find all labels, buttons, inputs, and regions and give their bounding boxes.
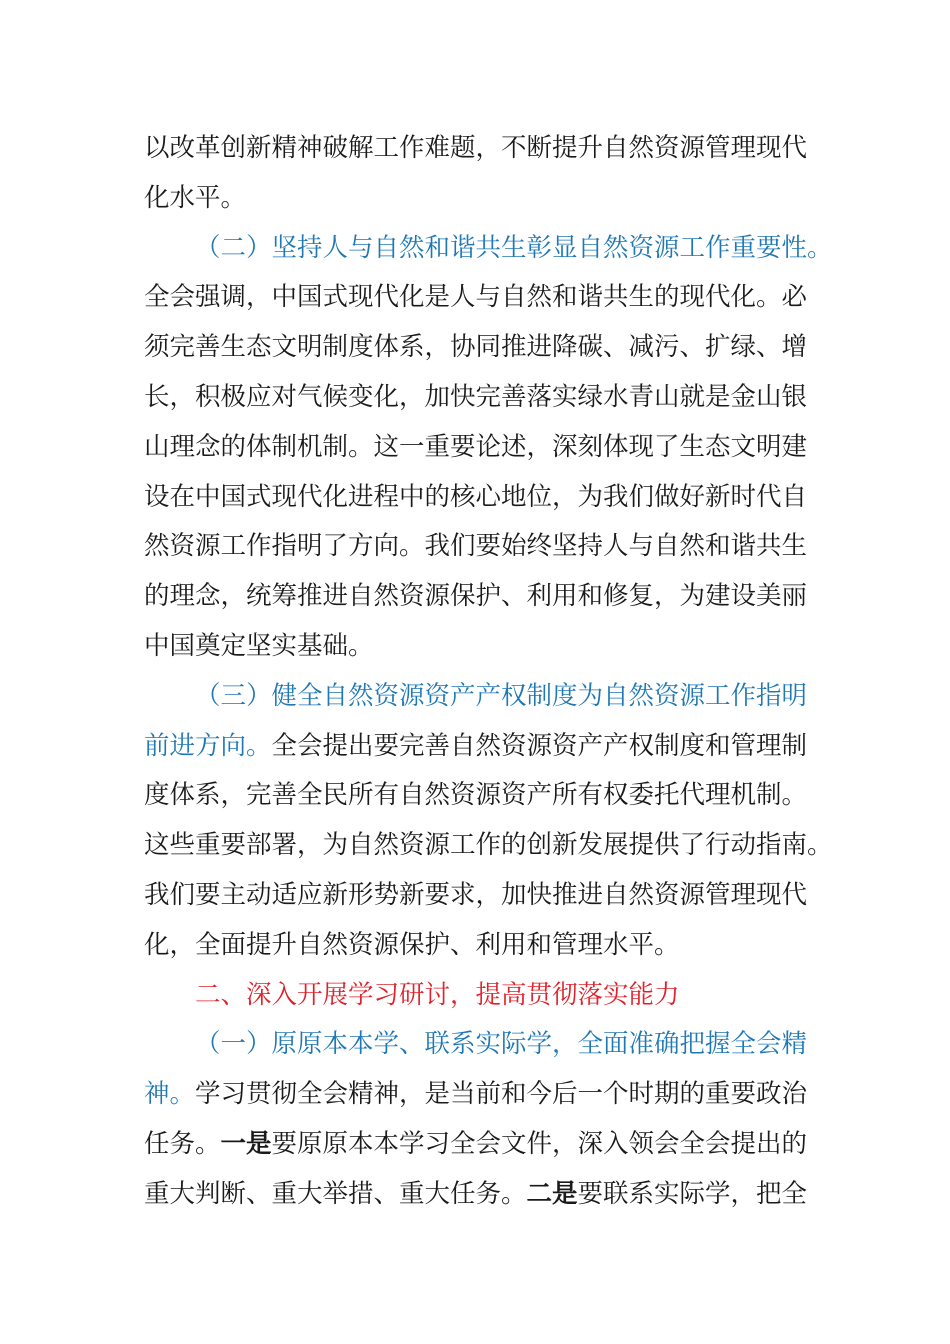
body-text-span: 学习贯彻全会精神，是当前和今后一个时期的重要政治: [195, 1079, 808, 1110]
body-text-span: 重大判断、重大举措、重大任务。: [144, 1178, 527, 1209]
body-text-line: [144, 1070, 806, 1120]
subheading-1-continued: 神。: [144, 1079, 196, 1110]
body-text-line: 山理念的体制机制。这一重要论述，深刻体现了生态文明建: [144, 431, 808, 462]
body-text-span: 要联系实际学，把全: [577, 1178, 808, 1209]
emphasis-text: 一是: [220, 1128, 272, 1159]
body-text-span: 全会提出要完善自然资源资产产权制度和管理制: [271, 730, 808, 761]
body-text-line: 以改革创新精神破解工作难题，不断提升自然资源管理现代: [144, 133, 808, 163]
body-text-line: [144, 1120, 806, 1170]
body-text-line: 须完善生态文明制度体系，协同推进降碳、减污、扩绿、增: [144, 332, 808, 363]
body-text-line: 长，积极应对气候变化，加快完善落实绿水青山就是金山银: [144, 381, 808, 412]
section-heading: 二、深入开展学习研讨，提高贯彻落实能力: [195, 979, 680, 1010]
body-text-line: 全会强调，中国式现代化是人与自然和谐共生的现代化。必: [144, 282, 808, 313]
document-page: [144, 124, 833, 1220]
subheading-3: （三）健全自然资源资产产权制度为自然资源工作指明: [195, 680, 808, 711]
body-text-line: 我们要主动适应新形势新要求，加快推进自然资源管理现代: [144, 879, 808, 910]
body-text-line: [144, 1170, 806, 1220]
body-text-line: 化水平。: [144, 182, 247, 213]
body-text-line: 化，全面提升自然资源保护、利用和管理水平。: [144, 929, 680, 960]
body-text-line: 的理念，统筹推进自然资源保护、利用和修复，为建设美丽: [144, 581, 808, 612]
body-text-span: 任务。: [144, 1128, 221, 1159]
subheading-1: （一）原原本本学、联系实际学，全面准确把握全会精: [195, 1029, 808, 1060]
subheading-2: （二）坚持人与自然和谐共生彰显自然资源工作重要性。: [195, 232, 833, 263]
body-text-line: 这些重要部署，为自然资源工作的创新发展提供了行动指南。: [144, 830, 833, 861]
body-text-line: 设在中国式现代化进程中的核心地位，为我们做好新时代自: [144, 481, 808, 512]
body-text-line: 中国奠定坚实基础。: [144, 630, 374, 661]
body-text-span: 要原原本本学习全会文件，深入领会全会提出的: [271, 1128, 808, 1159]
body-text-line: 度体系，完善全民所有自然资源资产所有权委托代理机制。: [144, 780, 808, 811]
subheading-3-continued: 前进方向。: [144, 730, 272, 761]
emphasis-text: 二是: [526, 1178, 578, 1209]
body-text-line: [144, 722, 806, 772]
body-text-line: 然资源工作指明了方向。我们要始终坚持人与自然和谐共生: [144, 531, 808, 562]
